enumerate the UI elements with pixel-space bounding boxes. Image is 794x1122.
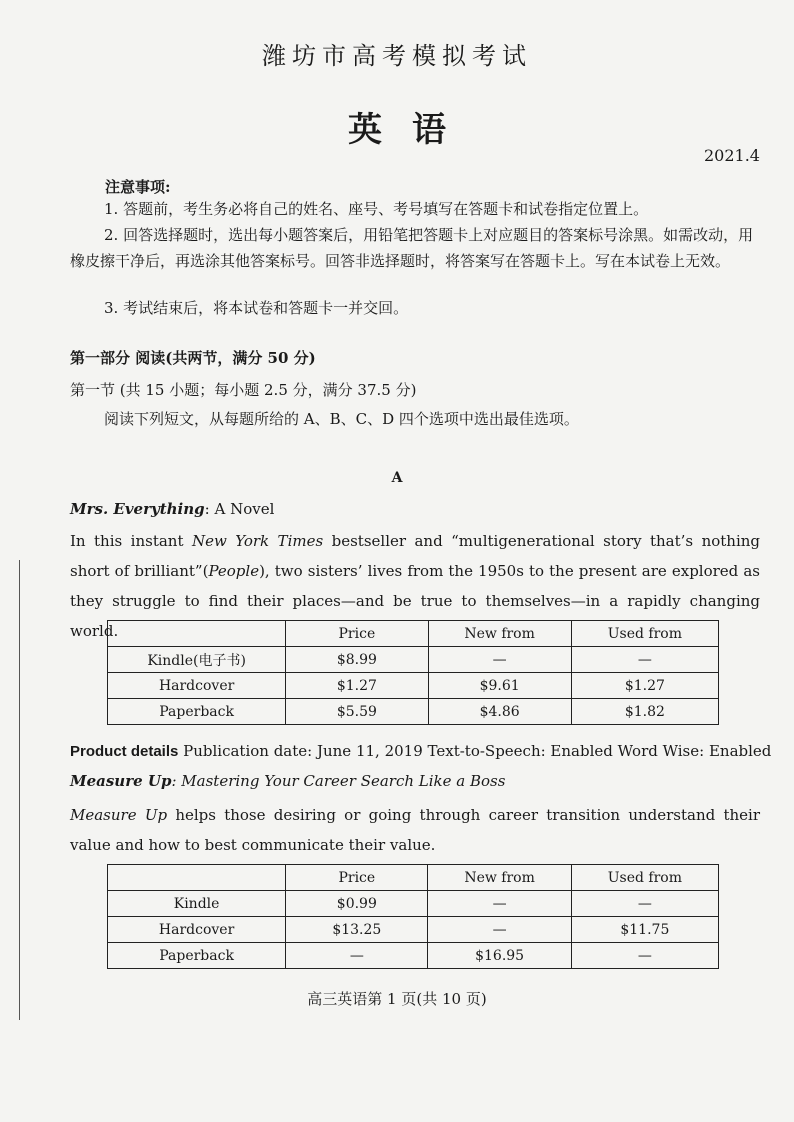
book1-title [70,500,274,518]
notice-item-3: 3. 考试结束后，将本试卷和答题卡一并交回。 [104,299,409,317]
book1-subtitle: : A Novel [204,500,275,518]
table-cell: — [571,943,718,969]
table-cell: — [428,647,571,673]
table-cell: $1.27 [286,673,428,699]
table-header-cell: Used from [571,621,718,647]
instruction: 阅读下列短文，从每题所给的 A、B、C、D 四个选项中选出最佳选项。 [104,410,579,428]
table-cell: Paperback [108,699,286,725]
subject-title: 英语 [348,110,476,150]
table-cell: $16.95 [428,943,571,969]
notice-heading: 注意事项: [105,178,171,196]
binding-margin-line [19,560,20,1020]
table-row [108,917,719,943]
notice-item-2: 2. 回答选择题时，选出每小题答案后，用铅笔把答题卡上对应题目的答案标号涂黑。如需改动，用橡皮擦干净后，再选涂其他答案标号。回答非选择题时，将答案写在答题卡上。写在本试卷上无效。 [70,226,754,270]
table-row [108,943,719,969]
table-row [108,699,719,725]
table-header-row [108,621,719,647]
table-header-cell [108,865,286,891]
table-cell: Paperback [108,943,286,969]
table-cell: $0.99 [286,891,428,917]
table-cell: Hardcover [108,917,286,943]
table-cell: $8.99 [286,647,428,673]
book1-desc-mid: bestseller and “multigenerational story that’s nothing short of brilliant”( [70,532,761,580]
page-footer: 高三英语第 1 页(共 10 页) [307,990,487,1008]
table-row [108,647,719,673]
table-cell: — [428,891,571,917]
book1-desc-pre: In this instant [70,532,192,550]
book2-desc-post: helps those desiring or going through career transition understand their value and how to best communicate their value. [70,806,760,854]
book2-desc-italic: Measure Up [70,806,168,824]
table-cell: Kindle(电子书) [108,647,286,673]
book1-desc-post: ), two sisters’ lives from the 1950s to the present are explored as they struggle to find their places—and be true to themselves—in a rapidly changing world. [70,562,761,640]
book2-subtitle: : Mastering Your Career Search Like a Boss [171,772,506,790]
table-row [108,891,719,917]
book1-title-main: Mrs. Everything [70,500,205,518]
table-header-cell: New from [428,865,571,891]
book2-title [70,772,505,790]
table-header-row [108,865,719,891]
notice-item-1: 1. 答题前，考生务必将自己的姓名、座号、考号填写在答题卡和试卷指定位置上。 [104,200,649,218]
table-cell: $1.27 [571,673,718,699]
table-cell: Kindle [108,891,286,917]
book1-product-details [70,742,771,760]
table-cell: $4.86 [428,699,571,725]
table-cell: — [286,943,428,969]
table-cell: $9.61 [428,673,571,699]
table-header-cell [108,621,286,647]
book2-description [70,800,760,860]
table-header-cell: Used from [571,865,718,891]
details-label: Product details [70,743,179,760]
exam-title: 潍坊市高考模拟考试 [262,42,532,70]
table-cell: Hardcover [108,673,286,699]
part-heading: 第一部分 阅读(共两节，满分 50 分) [70,349,316,367]
table-cell: — [571,647,718,673]
table-header-cell: New from [428,621,571,647]
section-heading: 第一节 (共 15 小题；每小题 2.5 分，满分 37.5 分) [70,381,417,399]
book1-desc-italic2: People [208,562,260,580]
passage-label: A [391,470,403,486]
table-row [108,673,719,699]
table-cell: — [571,891,718,917]
details-text: Publication date: June 11, 2019 Text-to-Speech: Enabled Word Wise: Enabled [178,742,772,760]
table-header-cell: Price [286,865,428,891]
book2-price-table [107,864,719,969]
table-cell: — [428,917,571,943]
table-cell: $13.25 [286,917,428,943]
table-header-cell: Price [286,621,428,647]
table-cell: $1.82 [571,699,718,725]
book2-title-main: Measure Up [70,772,172,790]
table-cell: $11.75 [571,917,718,943]
exam-date: 2021.4 [704,146,760,165]
book1-price-table [107,620,719,725]
table-cell: $5.59 [286,699,428,725]
book1-desc-italic: New York Times [191,532,324,550]
